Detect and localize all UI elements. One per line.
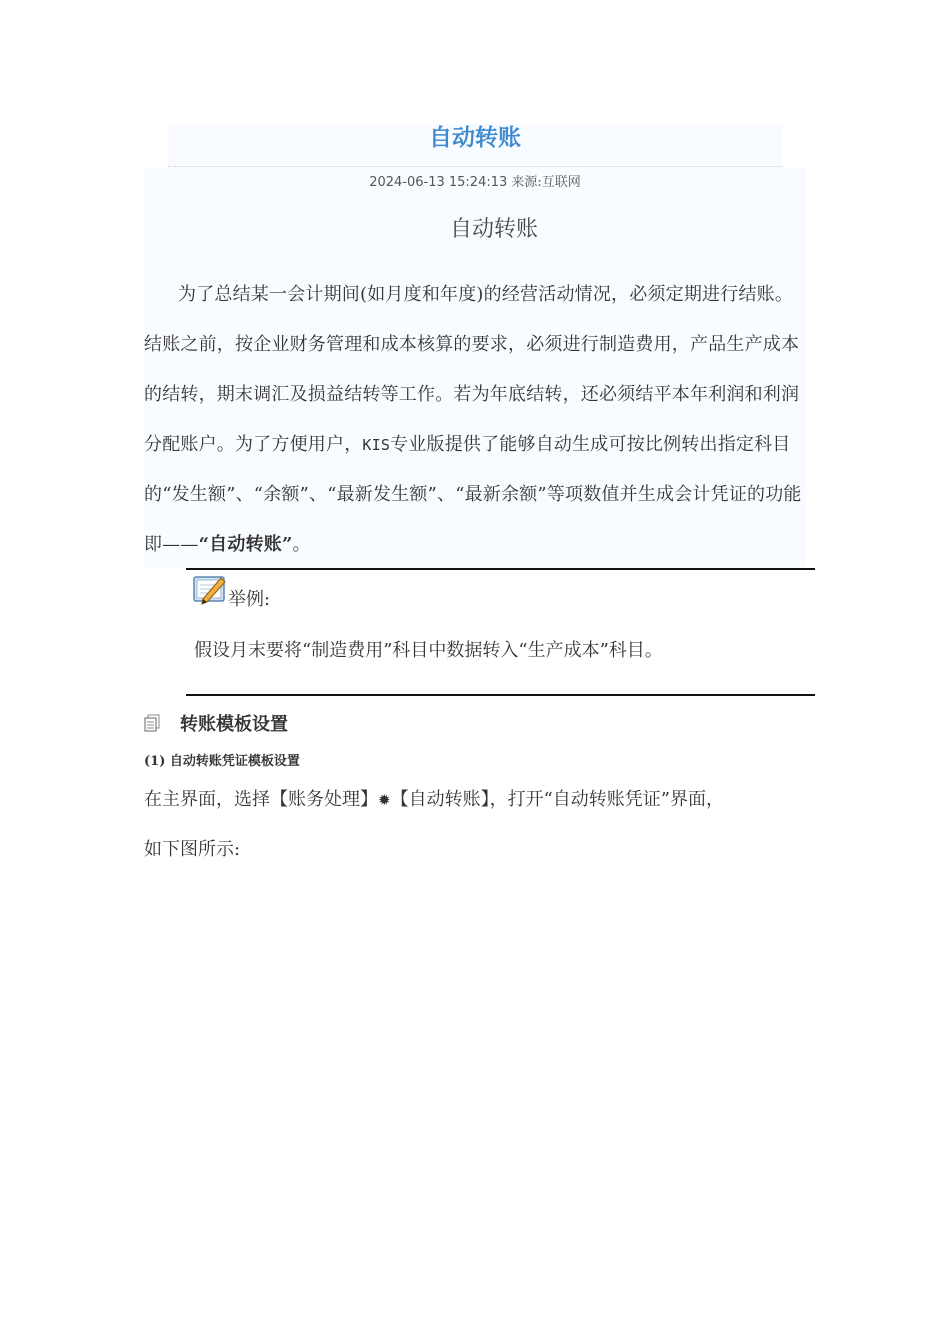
article-panel [144,167,806,567]
example-label: 举例: [228,589,271,610]
article-subtitle: 自动转账 [449,217,538,242]
emphasis-term: “自动转账” [198,534,293,555]
page-title: 自动转账 [429,125,521,151]
figure-caption-line: 如下图所示: [144,839,241,860]
title-bar [168,124,782,167]
publish-date: 2024-06-13 15:24:13 [369,175,508,190]
intro-paragraph [144,270,806,570]
section-subheading: (1) 自动转账凭证模板设置 [144,754,300,769]
product-name: KIS [362,436,391,454]
example-text: 假设月末要将“制造费用”科目中数据转入“生产成本”科目。 [194,640,663,661]
paragraph-part1: 为了总结某一会计期间(如月度和年度)的经营活动情况，必须定期进行结账。结账之前，按企业财务管理和成本核算的要求，必须进行制造费用，产品生产成本的结转，期末调汇及损益结转等工作。若为年底结转，还必须结平本年利润和利润分配账户。为了方便用户， [144,284,800,455]
example-box [186,568,815,696]
notebook-pencil-icon [193,573,227,605]
document-stack-icon [144,714,160,732]
instruction-part1: 在主界面，选择【账务处理】 [144,789,378,810]
source-label: 来源: [511,175,542,190]
gear-icon: ✹ [378,791,391,809]
instruction-part2: 【自动转账】，打开“自动转账凭证”界面， [390,789,724,810]
paragraph-part2: 专业版提供了能够自动生成可按比例转出指定科目的“发生额”、“余额”、“最新发生额”、“最新余额”等项数值并生成会计凭证的功能即—— [144,434,802,555]
section-heading: 转账模板设置 [180,714,288,735]
instruction-line [144,785,724,811]
paragraph-end: 。 [292,534,311,555]
article-meta [144,171,806,190]
source-value: 互联网 [541,175,581,190]
